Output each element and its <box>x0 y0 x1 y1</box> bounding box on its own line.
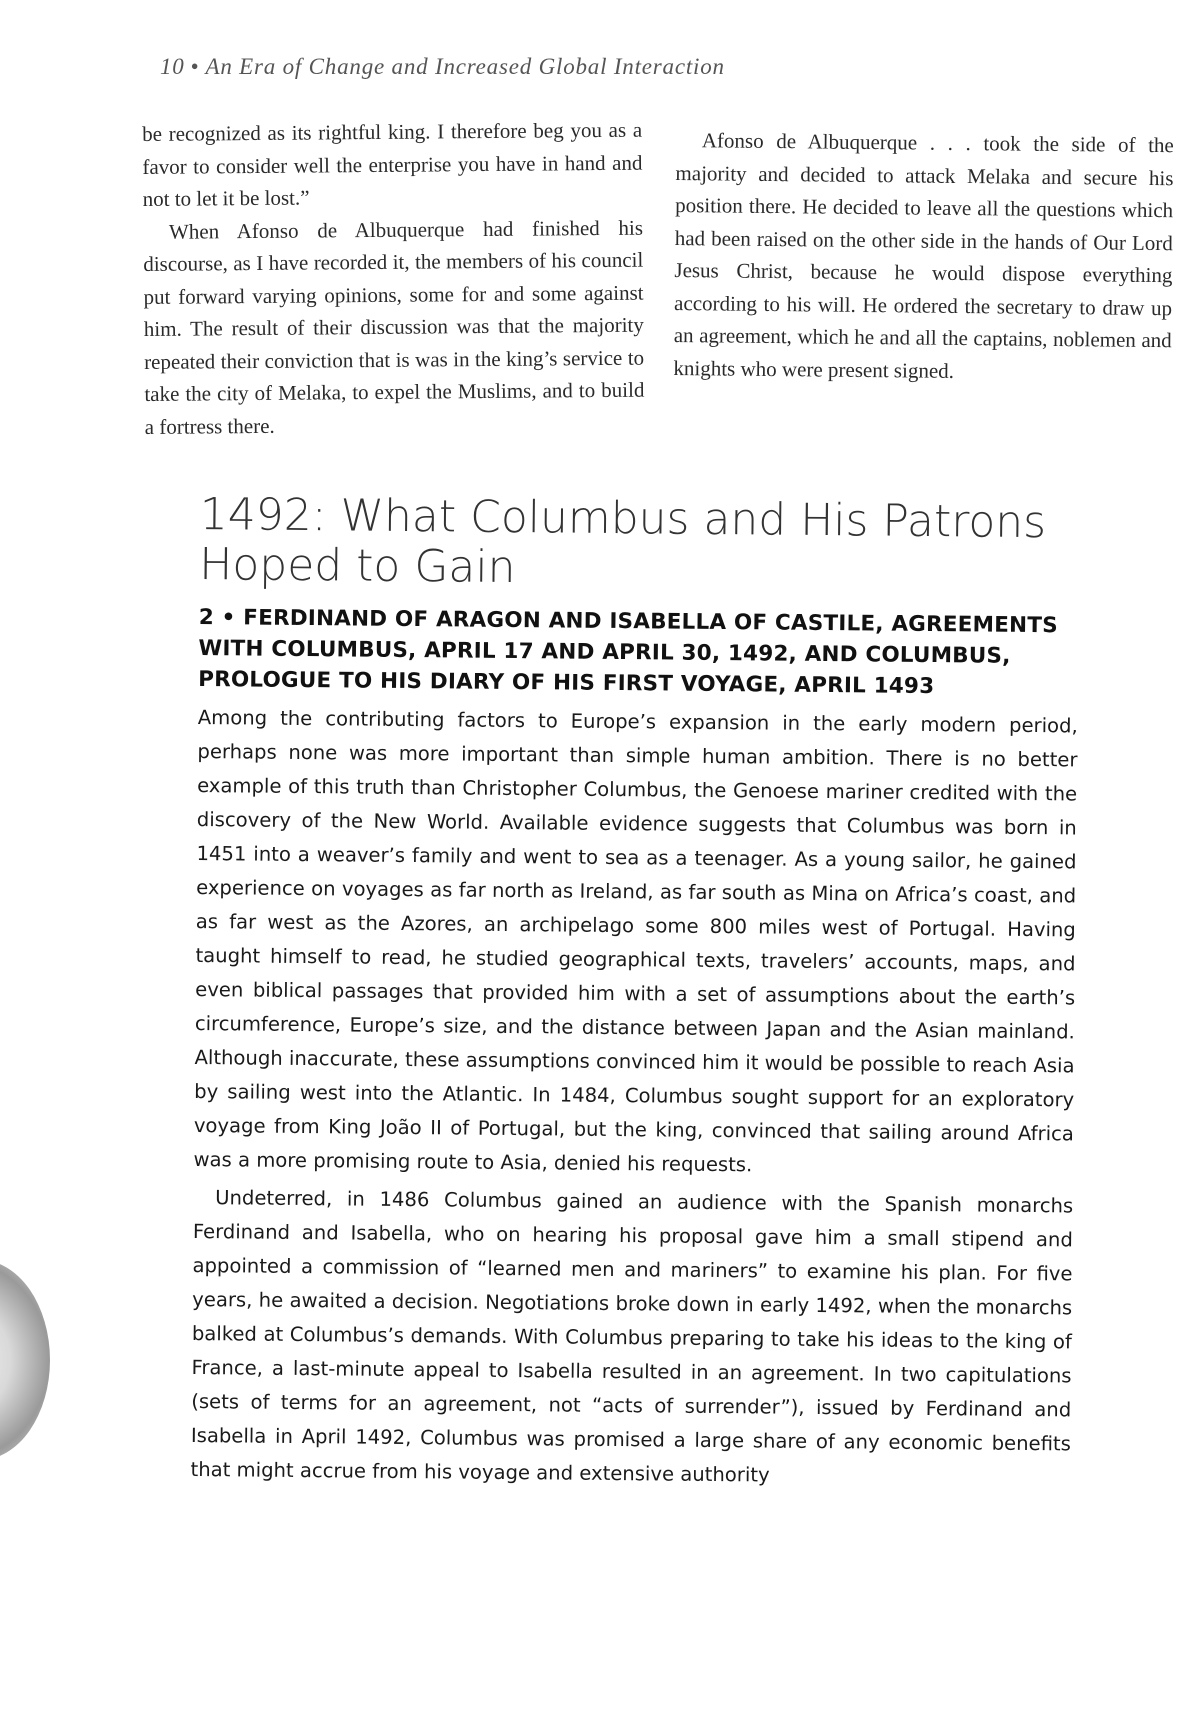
page-number: 10 <box>160 54 185 79</box>
book-title: An Era of Change and Increased Global Interaction <box>205 54 725 79</box>
bullet-separator: • <box>190 54 200 79</box>
page-edge-shadow <box>0 1260 50 1460</box>
right-column <box>673 124 1174 389</box>
body-paragraph-1: Among the contributing factors to Europe’s expansion in the early modern period, perhaps none was more important than simple human ambition. There is no better example of this truth than Christopher Columbus, the Genoese mariner credited with the discovery of the New World. Available evidence suggests that Columbus was born in 1451 into a weaver’s family and went to sea as a teenager. As a young sailor, he gained experience on voyages as far north as Ireland, as far south as Mina on Africa’s coast, and as far west as the Azores, an archipelago some 800 miles west of Portugal. Having taught himself to read, he studied geographical texts, travelers’ accounts, maps, and even biblical passages that provided him with a set of assumptions about the earth’s circumference, Europe’s size, and the distance between Japan and the Asian mainland. Although inaccurate, these assumptions convinced him it would be possible to reach Asia by sailing west into the Atlantic. In 1484, Columbus sought support for an exploratory voyage from King João II of Portugal, but the king, convinced that sailing around Africa was a more promising route to Asia, denied his requests. <box>193 705 1078 1177</box>
running-head <box>160 54 725 80</box>
left-paragraph-2: When Afonso de Albuquerque had finished his discourse, as I have recorded it, the members of his council put forward varying opinions, some for and some against him. The result of their discussion was that the majority repeated their conviction that is was in the king’s service to take the city of Melaka, to expel the Muslims, and to build a fortress there. <box>143 215 645 439</box>
document-heading: 2 • FERDINAND OF ARAGON AND ISABELLA OF CASTILE, AGREEMENTS WITH COLUMBUS, APRIL 17 AND APRIL 30, 1492, AND COLUMBUS, PROLOGUE TO HIS DIARY OF HIS FIRST VOYAGE, APRIL 1493 <box>198 604 1058 700</box>
left-column <box>142 114 645 443</box>
left-paragraph-1: be recognized as its rightful king. I therefore beg you as a favor to consider well the enterprise you have in hand and not to let it be lost.” <box>142 117 643 211</box>
body-paragraph-2: Undeterred, in 1486 Columbus gained an audience with the Spanish monarchs Ferdinand and Isabella, who on hearing his proposal gave him a small stipend and appointed a commission of “learned men and mariners” to examine his plan. For five years, he awaited a decision. Negotiations broke down in early 1492, when the monarchs balked at Columbus’s demands. With Columbus preparing to take his ideas to the king of France, a last-minute appeal to Isabella resulted in an agreement. In two capitulations (sets of terms for an agreement, not “acts of surrender”), issued by Ferdinand and Isabella in April 1492, Columbus was promised a large share of any economic benefits that might accrue from his voyage and extensive authority <box>190 1186 1074 1487</box>
section-block <box>190 490 1080 1495</box>
section-title: 1492: What Columbus and His Patrons Hoped to Gain <box>199 489 1047 594</box>
right-paragraph-1: Afonso de Albuquerque . . . took the side of the majority and decided to attack Melaka and secure his position there. He decided to leave all the questions which had been raised on the other side in the hands of Our Lord Jesus Christ, because he would dispose everything according to his will. He ordered the secretary to draw up an agreement, which he and all the captains, noblemen and knights who were present signed. <box>673 128 1174 383</box>
section-body <box>190 701 1078 1495</box>
